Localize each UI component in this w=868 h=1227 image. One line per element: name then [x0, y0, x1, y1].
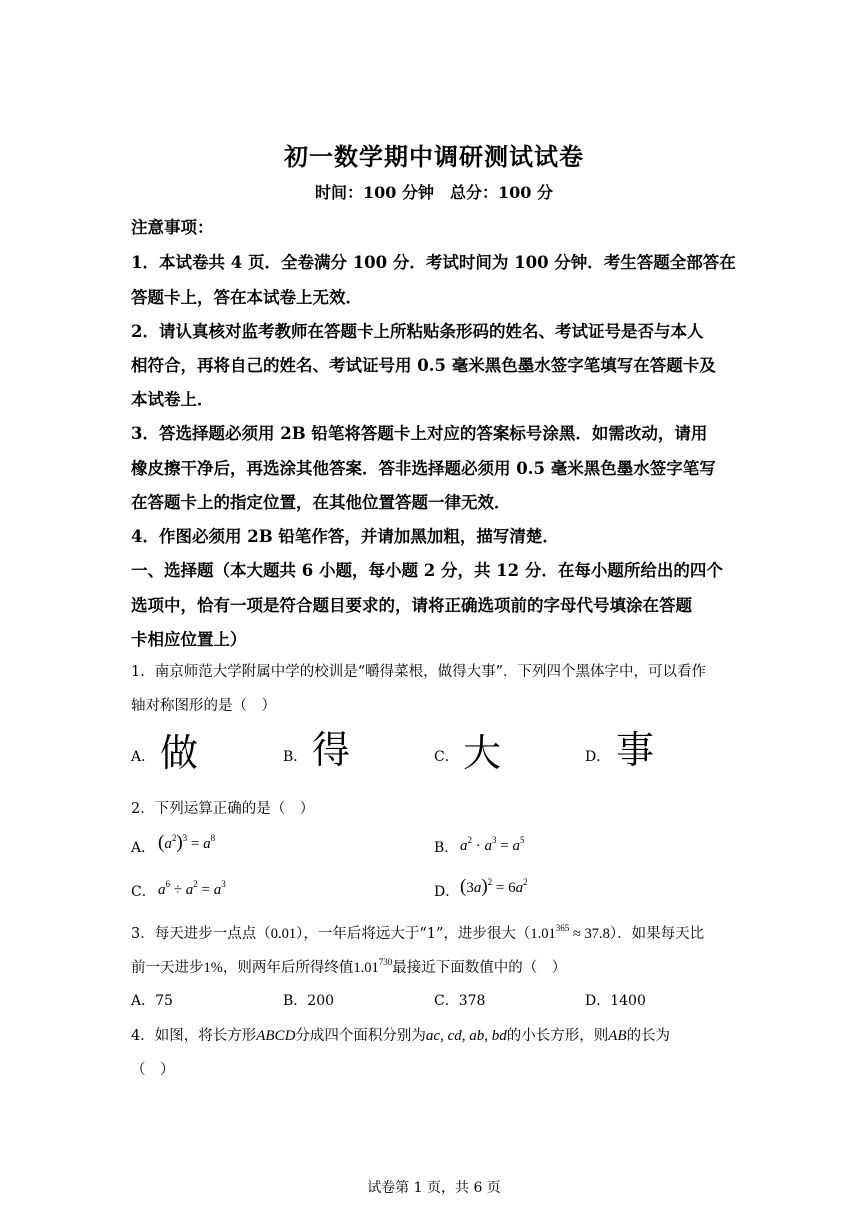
question-3-stem-line-1: 3．每天进步一点点（0.01），一年后将远大于“1”，进步很大（1.01$^{365}$ ≈ 37.8）．如果每天比: [131, 923, 705, 942]
q1-option-c-label: C．: [434, 749, 459, 765]
notice-heading: 注意事项：: [131, 218, 214, 237]
question-1-stem: 轴对称图形的是（ ）: [131, 698, 276, 714]
q1-option-d-label: D．: [585, 749, 611, 765]
q3-option-b: B．200: [283, 993, 335, 1009]
q3-option-c: C．378: [434, 993, 486, 1009]
question-4-stem: （ ）: [131, 1062, 175, 1078]
q2-option-b-expression: $a^2 \cdot a^3 = a^5$: [460, 835, 525, 854]
q1-option-b-char: 得: [312, 728, 351, 772]
q2-option-d-expression: $(3a)^2 = 6a^2$: [460, 876, 528, 897]
notice-line: 在答题卡上的指定位置，在其他位置答题一律无效．: [131, 493, 511, 512]
section-heading: 选项中，恰有一项是符合题目要求的，请将正确选项前的字母代号填涂在答题: [131, 596, 692, 615]
q3-option-a: A．75: [131, 993, 173, 1009]
notice-line: 2．请认真核对监考教师在答题卡上所粘贴条形码的姓名、考试证号是否与本人: [131, 322, 704, 341]
q2-option-d-label: D．: [434, 884, 460, 900]
question-2-stem: 2．下列运算正确的是（ ）: [131, 801, 315, 817]
q1-option-a-label: A．: [131, 749, 156, 765]
q1-option-a-char: 做: [160, 731, 199, 775]
notice-line: 本试卷上．: [131, 390, 214, 409]
notice-line: 4．作图必须用 2B 铅笔作答，并请加黑加粗，描写清楚．: [131, 527, 559, 546]
question-1-stem: 1．南京师范大学附属中学的校训是“嚼得菜根，做得大事”．下列四个黑体字中，可以看作: [131, 664, 707, 680]
question-4-stem: 4．如图，将长方形ABCD分成四个面积分别为ac, cd, ab, bd的小长方形，则AB的长为: [131, 1028, 671, 1044]
page-title: 初一数学期中调研测试试卷: [284, 142, 584, 171]
exam-time-and-score: 时间：100 分钟 总分：100 分: [315, 183, 553, 202]
q3-option-d: D．1400: [585, 993, 646, 1009]
notice-line: 1．本试卷共 4 页．全卷满分 100 分．考试时间为 100 分钟．考生答题全部答在: [131, 253, 736, 272]
q2-option-b-label: B．: [434, 840, 459, 856]
notice-line: 答题卡上，答在本试卷上无效．: [131, 288, 362, 307]
q1-option-b-label: B．: [283, 749, 308, 765]
notice-line: 橡皮擦干净后，再选涂其他答案．答非选择题必须用 0.5 毫米黑色墨水签字笔写: [131, 459, 716, 478]
section-heading: 一、选择题（本大题共 6 小题，每小题 2 分，共 12 分．在每小题所给出的四个: [131, 561, 723, 580]
q2-option-a-label: A．: [131, 840, 156, 856]
page-footer: 试卷第 1 页，共 6 页: [367, 1180, 501, 1196]
notice-line: 相符合，再将自己的姓名、考试证号用 0.5 毫米黑色墨水签字笔填写在答题卡及: [131, 356, 716, 375]
q1-option-d-char: 事: [616, 728, 655, 772]
q2-option-c-label: C．: [131, 884, 156, 900]
section-heading: 卡相应位置上）: [131, 630, 247, 649]
question-3-stem-line-2: 前一天进步1%，则两年后所得终值1.01$^{730}$最接近下面数值中的（ ）: [131, 957, 567, 976]
notice-line: 3．答选择题必须用 2B 铅笔将答题卡上对应的答案标号涂黑．如需改动，请用: [131, 424, 708, 443]
q2-option-c-expression: $a^6 \div a^2 = a^3$: [158, 879, 226, 898]
q1-option-c-char: 大: [463, 731, 502, 775]
q2-option-a-expression: $(a^2)^3 = a^8$: [158, 832, 216, 853]
